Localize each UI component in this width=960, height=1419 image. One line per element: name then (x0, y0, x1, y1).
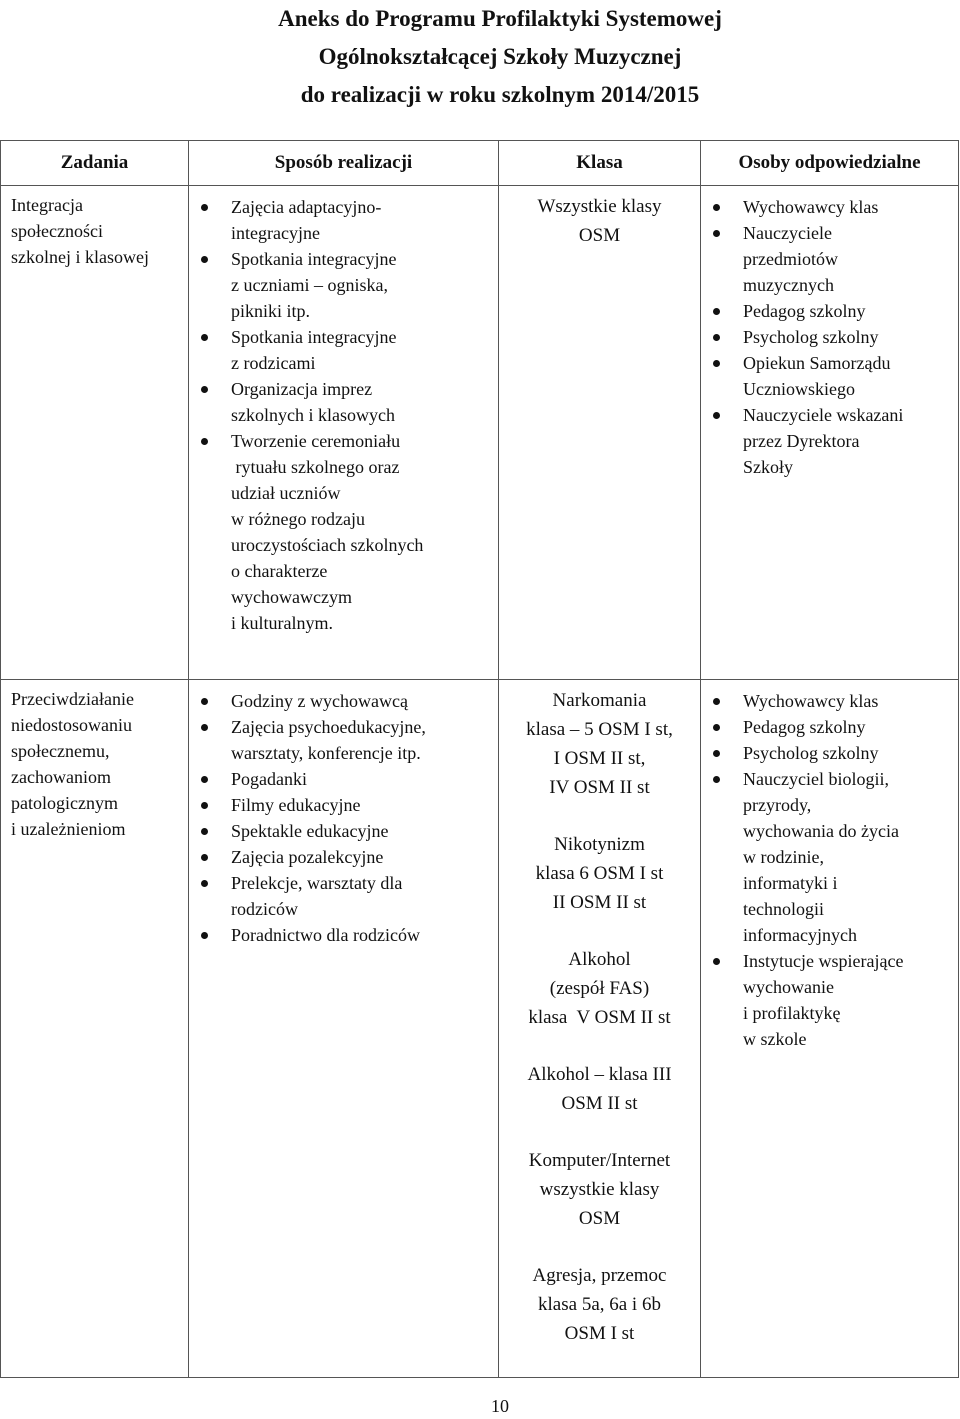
class-line: IV OSM II st (549, 777, 650, 798)
bullet-icon (201, 386, 208, 393)
method-item (201, 870, 494, 922)
item-line: Zajęcia adaptacyjno- (231, 197, 382, 217)
class-line: Narkomania (552, 690, 647, 711)
task-line: Integracja (11, 195, 83, 215)
item-line: Spotkania integracyjne (231, 327, 397, 347)
bullet-icon (201, 802, 208, 809)
class-group (499, 192, 700, 250)
method-list (189, 680, 498, 948)
bullet-icon (201, 724, 208, 731)
task-line: i uzależnieniom (11, 819, 126, 839)
task-line: społecznemu, (11, 741, 110, 761)
item-line: Organizacja imprez (231, 379, 373, 399)
item-line: i kulturalnym. (231, 613, 333, 633)
method-item (201, 324, 494, 376)
class-line: II OSM II st (552, 892, 647, 913)
cell-klasa (499, 680, 701, 1378)
title-line-2: Ogólnokształcącej Szkoły Muzycznej (318, 44, 682, 69)
class-line: klasa – 5 OSM I st, (526, 719, 673, 740)
responsible-item (713, 298, 954, 324)
class-line: klasa 6 OSM I st (535, 863, 664, 884)
bullet-icon (713, 412, 720, 419)
class-line: OSM II st (561, 1093, 638, 1114)
method-list (189, 186, 498, 636)
class-line: Nikotynizm (554, 834, 645, 855)
class-list (499, 680, 700, 1348)
item-line: Instytucje wspierające (743, 951, 904, 971)
task-line: zachowaniom (11, 767, 111, 787)
item-line: Wychowawcy klas (743, 197, 879, 217)
table-row (1, 680, 959, 1378)
class-group (499, 1146, 700, 1233)
bullet-icon (201, 256, 208, 263)
item-line: wychowania do życia (743, 821, 899, 841)
class-group (499, 1060, 700, 1118)
item-line: udział uczniów (231, 483, 341, 503)
method-item (201, 714, 494, 766)
header-sposob: Sposób realizacji (189, 141, 499, 186)
header-klasa: Klasa (499, 141, 701, 186)
class-line: OSM (578, 225, 621, 246)
cell-klasa (499, 186, 701, 680)
item-line: Szkoły (743, 457, 794, 477)
item-line: rodziców (231, 899, 298, 919)
title-line-1: Aneks do Programu Profilaktyki Systemowej (278, 6, 722, 31)
class-line: Agresja, przemoc (532, 1265, 667, 1286)
item-line: przyrody, (743, 795, 812, 815)
bullet-icon (713, 360, 720, 367)
item-line: technologii (743, 899, 824, 919)
class-list (499, 186, 700, 250)
responsible-item (713, 194, 954, 220)
item-line: przez Dyrektora (743, 431, 860, 451)
item-line: szkolnych i klasowych (231, 405, 395, 425)
class-line: klasa 5a, 6a i 6b (538, 1294, 661, 1315)
cell-zadania (1, 680, 189, 1378)
header-zadania: Zadania (1, 141, 189, 186)
item-line: Zajęcia psychoedukacyjne, (231, 717, 426, 737)
item-line: informatyki i (743, 873, 838, 893)
class-line: Wszystkie klasy (537, 196, 662, 217)
responsible-item (713, 220, 954, 298)
header-osoby: Osoby odpowiedzialne (701, 141, 959, 186)
class-line: klasa V OSM II st (528, 1007, 671, 1028)
class-line: Komputer/Internet (528, 1150, 671, 1171)
item-line: Wychowawcy klas (743, 691, 879, 711)
task-line: patologicznym (11, 793, 118, 813)
responsible-item (713, 766, 954, 948)
item-line: i profilaktykę (743, 1003, 841, 1023)
task-line: Przeciwdziałanie (11, 689, 134, 709)
class-line: I OSM II st, (553, 748, 646, 769)
item-line: Zajęcia pozalekcyjne (231, 847, 384, 867)
item-line: Nauczyciel biologii, (743, 769, 889, 789)
item-line: w szkole (743, 1029, 807, 1049)
bullet-icon (713, 750, 720, 757)
item-line: Pogadanki (231, 769, 307, 789)
bullet-icon (201, 932, 208, 939)
method-item (201, 766, 494, 792)
responsible-item (713, 402, 954, 480)
bullet-icon (713, 724, 720, 731)
item-line: rytuału szkolnego oraz (231, 457, 400, 477)
item-line: Pedagog szkolny (743, 301, 866, 321)
class-line: wszystkie klasy (539, 1179, 660, 1200)
item-line: Nauczyciele wskazani (743, 405, 904, 425)
class-group (499, 686, 700, 802)
bullet-icon (201, 334, 208, 341)
item-line: Poradnictwo dla rodziców (231, 925, 420, 945)
item-line: Prelekcje, warsztaty dla (231, 873, 403, 893)
item-line: z uczniami – ogniska, (231, 275, 388, 295)
method-item (201, 376, 494, 428)
item-line: pikniki itp. (231, 301, 311, 321)
class-line: OSM (578, 1208, 621, 1229)
task-line: niedostosowaniu (11, 715, 132, 735)
item-line: informacyjnych (743, 925, 857, 945)
item-line: przedmiotów (743, 249, 838, 269)
responsible-item (713, 714, 954, 740)
class-group (499, 1261, 700, 1348)
bullet-icon (713, 776, 720, 783)
method-item (201, 688, 494, 714)
page-number: 10 (491, 1396, 509, 1416)
item-line: uroczystościach szkolnych (231, 535, 424, 555)
task-label (1, 186, 188, 270)
item-line: o charakterze (231, 561, 328, 581)
item-line: Filmy edukacyjne (231, 795, 361, 815)
bullet-icon (713, 958, 720, 965)
item-line: Tworzenie ceremoniału (231, 431, 401, 451)
class-group (499, 945, 700, 1032)
bullet-icon (201, 698, 208, 705)
task-line: szkolnej i klasowej (11, 247, 149, 267)
method-item (201, 922, 494, 948)
item-line: wychowawczym (231, 587, 352, 607)
table-row (1, 186, 959, 680)
class-line: OSM I st (564, 1323, 635, 1344)
bullet-icon (201, 438, 208, 445)
bullet-icon (713, 334, 720, 341)
item-line: Psycholog szkolny (743, 327, 879, 347)
responsible-item (713, 350, 954, 402)
task-label (1, 680, 188, 842)
item-line: Opiekun Samorządu (743, 353, 891, 373)
method-item (201, 818, 494, 844)
bullet-icon (201, 854, 208, 861)
item-line: Psycholog szkolny (743, 743, 879, 763)
method-item (201, 844, 494, 870)
responsible-item (713, 688, 954, 714)
item-line: Spektakle edukacyjne (231, 821, 389, 841)
document-title (0, 0, 960, 114)
cell-osoby (701, 186, 959, 680)
item-line: Godziny z wychowawcą (231, 691, 408, 711)
item-line: Uczniowskiego (743, 379, 855, 399)
responsible-item (713, 324, 954, 350)
cell-zadania (1, 186, 189, 680)
item-line: w różnego rodzaju (231, 509, 365, 529)
class-group (499, 830, 700, 917)
item-line: Pedagog szkolny (743, 717, 866, 737)
bullet-icon (713, 204, 720, 211)
plan-table (0, 140, 959, 1378)
responsible-item (713, 948, 954, 1052)
bullet-icon (713, 308, 720, 315)
item-line: warsztaty, konferencje itp. (231, 743, 421, 763)
bullet-icon (713, 230, 720, 237)
responsible-item (713, 740, 954, 766)
bullet-icon (713, 698, 720, 705)
cell-sposob (189, 680, 499, 1378)
method-item (201, 792, 494, 818)
item-line: wychowanie (743, 977, 834, 997)
responsible-list (701, 680, 958, 1052)
method-item (201, 428, 494, 636)
title-line-3: do realizacji w roku szkolnym 2014/2015 (300, 82, 700, 107)
cell-osoby (701, 680, 959, 1378)
item-line: integracyjne (231, 223, 320, 243)
class-line: Alkohol (568, 949, 631, 970)
bullet-icon (201, 828, 208, 835)
item-line: z rodzicami (231, 353, 316, 373)
table-header-row (1, 141, 959, 186)
cell-sposob (189, 186, 499, 680)
bullet-icon (201, 880, 208, 887)
responsible-list (701, 186, 958, 480)
item-line: Spotkania integracyjne (231, 249, 397, 269)
method-item (201, 246, 494, 324)
class-line: Alkohol – klasa III (527, 1064, 672, 1085)
item-line: w rodzinie, (743, 847, 824, 867)
item-line: muzycznych (743, 275, 834, 295)
item-line: Nauczyciele (743, 223, 832, 243)
class-line: (zespół FAS) (549, 978, 650, 999)
bullet-icon (201, 776, 208, 783)
method-item (201, 194, 494, 246)
bullet-icon (201, 204, 208, 211)
task-line: społeczności (11, 221, 103, 241)
